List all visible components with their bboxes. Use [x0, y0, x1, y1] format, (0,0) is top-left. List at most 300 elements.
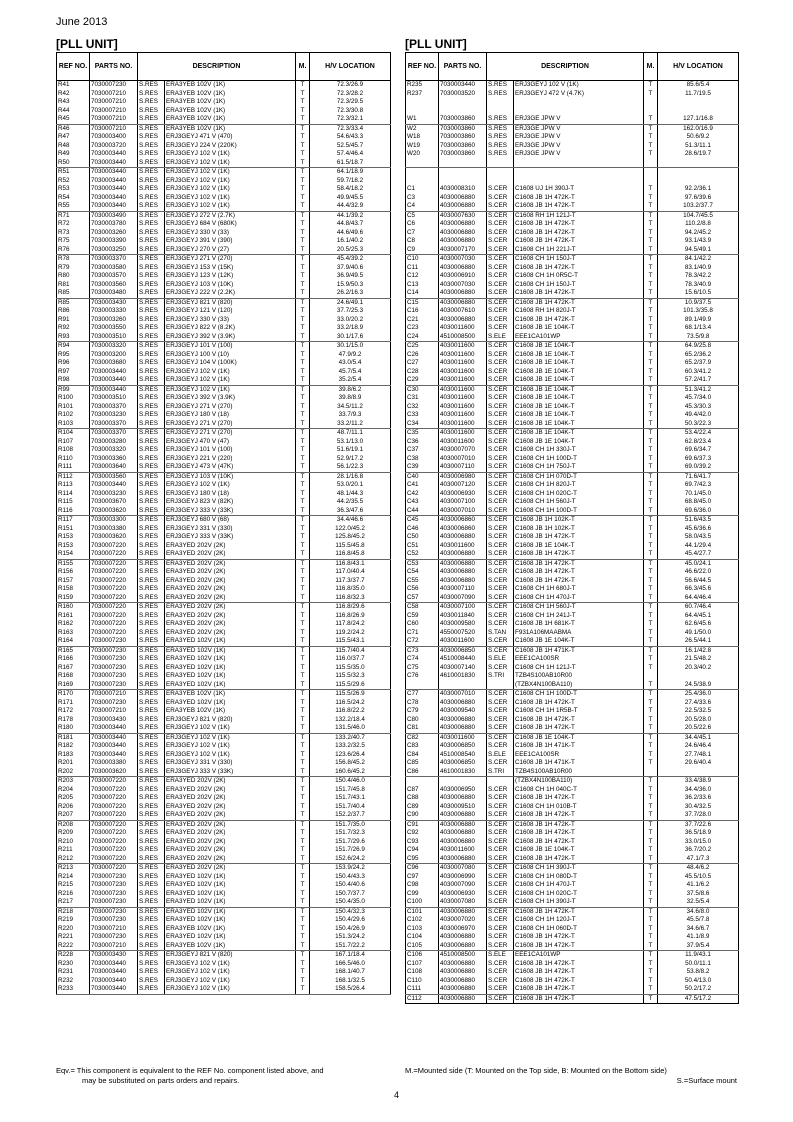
cell-location: 34.4/46.6	[310, 516, 391, 525]
cell-description: C1608 JB 1H 472K-T	[514, 289, 644, 298]
table-row	[57, 351, 391, 360]
cell-parts-no: 7030003510	[90, 333, 138, 342]
cell-description: ERA3YED 102V (1K)	[165, 664, 296, 673]
cell-part-type: S.CER	[487, 568, 514, 577]
cell-parts-no: 4030009580	[439, 620, 487, 629]
cell-description: (TZBX4N100BA110)	[514, 681, 644, 690]
cell-parts-no: 7030007230	[90, 81, 138, 90]
cell-location: 152.6/24.2	[310, 855, 391, 864]
cell-description: C1608 CH 1H 470J-T	[514, 594, 644, 603]
cell-parts-no: 4030007090	[439, 594, 487, 603]
cell-ref-no: R203	[57, 777, 90, 786]
table-row	[406, 185, 739, 194]
cell-part-type: S.CER	[487, 185, 514, 194]
cell-description: ERJ3GEYJ 271 V (270)	[165, 403, 296, 412]
cell-part-type: S.RES	[138, 629, 165, 638]
cell-parts-no: 7030007220	[90, 794, 138, 803]
cell-mounted-side: T	[644, 751, 658, 760]
cell-mounted-side: T	[644, 925, 658, 934]
cell-part-type: S.CER	[487, 933, 514, 942]
cell-part-type	[487, 107, 514, 116]
cell-description: ERJ3GE JPW V	[514, 142, 644, 151]
cell-parts-no: 7030007210	[90, 925, 138, 934]
cell-description	[514, 159, 644, 168]
cell-ref-no: R51	[57, 168, 90, 177]
cell-part-type: S.CER	[487, 585, 514, 594]
table-row	[406, 890, 739, 899]
cell-parts-no: 7030003640	[90, 463, 138, 472]
cell-part-type: S.RES	[138, 820, 165, 829]
cell-description: ERA3YEB 102V (1K)	[165, 690, 296, 699]
cell-ref-no: C108	[406, 968, 439, 977]
cell-mounted-side: T	[644, 916, 658, 925]
cell-mounted-side: T	[296, 220, 310, 229]
cell-mounted-side: T	[644, 960, 658, 969]
cell-location	[658, 672, 739, 681]
cell-mounted-side: T	[296, 907, 310, 916]
cell-description: TZB4S100AB10R00	[514, 768, 644, 777]
cell-ref-no: R99	[57, 385, 90, 394]
table-row	[57, 707, 391, 716]
cell-location: 115.5/43.1	[310, 637, 391, 646]
cell-parts-no: 7030003440	[90, 733, 138, 742]
cell-description: ERA3YED 202V (2K)	[165, 803, 296, 812]
cell-parts-no: 4030006880	[439, 838, 487, 847]
cell-location: 168.1/40.7	[310, 968, 391, 977]
cell-location: 70.1/45.0	[658, 490, 739, 499]
table-row	[406, 925, 739, 934]
cell-ref-no: R230	[57, 960, 90, 969]
cell-part-type: S.RES	[138, 585, 165, 594]
cell-ref-no: C9	[406, 246, 439, 255]
cell-location: 64.4/46.4	[658, 594, 739, 603]
cell-part-type: S.CER	[487, 759, 514, 768]
cell-ref-no: R86	[57, 307, 90, 316]
cell-mounted-side: T	[644, 81, 658, 90]
cell-description: C1608 JB 1H 472K-T	[514, 724, 644, 733]
cell-description: ERA3YEB 102V (1K)	[165, 942, 296, 951]
cell-location: 30.1/15.0	[310, 342, 391, 351]
cell-description: ERJ3GEYJ 222 V (2.2K)	[165, 289, 296, 298]
cell-mounted-side: T	[296, 864, 310, 873]
cell-parts-no: 7030003200	[90, 351, 138, 360]
table-row	[57, 968, 391, 977]
cell-mounted-side: T	[644, 342, 658, 351]
table-row	[57, 368, 391, 377]
cell-part-type: S.CER	[487, 229, 514, 238]
table-row	[57, 916, 391, 925]
table-row	[406, 768, 739, 777]
cell-parts-no: 4030006880	[439, 907, 487, 916]
cell-parts-no: 7030007220	[90, 612, 138, 621]
cell-ref-no: C40	[406, 472, 439, 481]
table-row	[57, 699, 391, 708]
cell-location: 72.3/28.2	[310, 90, 391, 99]
cell-mounted-side: T	[296, 351, 310, 360]
cell-ref-no: R50	[57, 159, 90, 168]
col-mounted: M.	[644, 53, 658, 81]
cell-part-type: S.CER	[487, 881, 514, 890]
cell-mounted-side: T	[296, 916, 310, 925]
cell-mounted-side: T	[296, 881, 310, 890]
cell-description: C1608 JB 1H 102K-T	[514, 516, 644, 525]
table-row	[57, 376, 391, 385]
cell-parts-no: 7030007220	[90, 550, 138, 559]
table-row	[57, 568, 391, 577]
cell-part-type: S.RES	[138, 612, 165, 621]
cell-ref-no: R237	[406, 90, 439, 99]
table-row	[57, 385, 391, 394]
cell-parts-no: 4550007520	[439, 629, 487, 638]
cell-description: ERJ3GEYJ 333 V (33K)	[165, 768, 296, 777]
cell-part-type: S.ELE	[487, 655, 514, 664]
cell-parts-no: 4030007100	[439, 603, 487, 612]
cell-mounted-side: T	[644, 542, 658, 551]
cell-ref-no: C44	[406, 507, 439, 516]
cell-part-type: S.CER	[487, 811, 514, 820]
cell-description: C1608 JB 1H 472K-T	[514, 533, 644, 542]
cell-part-type: S.RES	[138, 898, 165, 907]
cell-parts-no: 7030007220	[90, 594, 138, 603]
cell-ref-no: C15	[406, 298, 439, 307]
cell-parts-no: 7030007220	[90, 864, 138, 873]
table-row	[57, 307, 391, 316]
cell-location: 116.8/35.0	[310, 585, 391, 594]
cell-ref-no: C84	[406, 751, 439, 760]
table-row	[406, 855, 739, 864]
cell-description: C1608 JB 1H 472K-T	[514, 559, 644, 568]
cell-ref-no: R76	[57, 246, 90, 255]
table-row	[57, 716, 391, 725]
cell-part-type: S.ELE	[487, 751, 514, 760]
cell-ref-no: C73	[406, 646, 439, 655]
cell-description: C1608 CH 1H 150J-T	[514, 281, 644, 290]
cell-part-type: S.CER	[487, 907, 514, 916]
cell-location: 45.4/39.2	[310, 255, 391, 264]
cell-location: 57.4/46.4	[310, 150, 391, 159]
cell-description: ERJ3GEYJ 180 V (18)	[165, 490, 296, 499]
cell-description: C1608 CH 1H 020C-T	[514, 490, 644, 499]
cell-part-type: S.RES	[138, 411, 165, 420]
cell-part-type: S.RES	[138, 603, 165, 612]
cell-description: C1608 JB 1E 104K-T	[514, 429, 644, 438]
cell-part-type: S.RES	[138, 351, 165, 360]
cell-location: 36.9/49.5	[310, 272, 391, 281]
cell-ref-no: C45	[406, 516, 439, 525]
cell-mounted-side: T	[644, 568, 658, 577]
cell-parts-no: 4030006850	[439, 646, 487, 655]
cell-part-type: S.CER	[487, 985, 514, 994]
cell-ref-no: R166	[57, 655, 90, 664]
cell-description: ERA3YEB 102V (1K)	[165, 98, 296, 107]
table-row	[406, 351, 739, 360]
cell-part-type: S.CER	[487, 594, 514, 603]
cell-mounted-side: T	[644, 446, 658, 455]
cell-description: ERA3YED 202V (2K)	[165, 820, 296, 829]
cell-parts-no: 4030011600	[439, 542, 487, 551]
cell-description: C1608 JB 1H 472K-T	[514, 264, 644, 273]
cell-ref-no: C105	[406, 942, 439, 951]
cell-mounted-side: T	[644, 794, 658, 803]
cell-mounted-side: T	[644, 585, 658, 594]
cell-ref-no: C21	[406, 316, 439, 325]
cell-description: ERJ3GEYJ 821 V (820)	[165, 298, 296, 307]
cell-ref-no: R112	[57, 472, 90, 481]
cell-parts-no: 7030007230	[90, 881, 138, 890]
cell-mounted-side: T	[296, 733, 310, 742]
cell-description: ERA3YED 202V (2K)	[165, 846, 296, 855]
cell-mounted-side: T	[296, 142, 310, 151]
cell-mounted-side: T	[296, 202, 310, 211]
table-row	[57, 333, 391, 342]
cell-parts-no: 4030006880	[439, 960, 487, 969]
cell-part-type: S.RES	[138, 742, 165, 751]
cell-location: 72.3/33.4	[310, 124, 391, 133]
cell-location: 89.1/49.9	[658, 316, 739, 325]
cell-description: ERA3YEB 102V (1K)	[165, 115, 296, 124]
cell-mounted-side: T	[644, 281, 658, 290]
cell-parts-no: 4030006880	[439, 220, 487, 229]
cell-description: ERJ3GEYJ 101 V (100)	[165, 342, 296, 351]
cell-location: 44.1/39.2	[310, 211, 391, 220]
cell-location: 47.1/7.3	[658, 855, 739, 864]
cell-description: ERJ3GEYJ 331 V (330)	[165, 759, 296, 768]
cell-ref-no: R42	[57, 90, 90, 99]
table-row	[406, 907, 739, 916]
cell-parts-no: 7030003580	[90, 264, 138, 273]
table-row	[406, 994, 739, 1004]
cell-part-type: S.ELE	[487, 951, 514, 960]
cell-part-type: S.TAN	[487, 629, 514, 638]
table-row	[57, 359, 391, 368]
cell-ref-no: R231	[57, 968, 90, 977]
cell-mounted-side: T	[296, 420, 310, 429]
cell-ref-no: R217	[57, 898, 90, 907]
table-row	[406, 246, 739, 255]
cell-ref-no: W20	[406, 150, 439, 159]
cell-location: 52.9/17.2	[310, 455, 391, 464]
cell-parts-no: 7030003680	[90, 359, 138, 368]
cell-description: C1608 CH 1H 080D-T	[514, 873, 644, 882]
cell-ref-no: R155	[57, 559, 90, 568]
cell-location: 34.4/45.1	[658, 733, 739, 742]
cell-ref-no: C106	[406, 951, 439, 960]
cell-description: C1608 JB 1H 472K-T	[514, 577, 644, 586]
table-row	[57, 855, 391, 864]
cell-parts-no: 7030007220	[90, 577, 138, 586]
cell-location: 45.7/5.4	[310, 368, 391, 377]
cell-mounted-side: T	[296, 133, 310, 142]
cell-parts-no: 7030003440	[90, 977, 138, 986]
cell-location: 59.7/18.2	[310, 177, 391, 186]
cell-location: 44.1/29.4	[658, 542, 739, 551]
cell-description: ERJ3GEYJ 102 V (1K)	[514, 81, 644, 90]
cell-part-type: S.RES	[138, 376, 165, 385]
cell-mounted-side: T	[296, 455, 310, 464]
cell-description: C1608 CH 1H 121J-T	[514, 664, 644, 673]
cell-ref-no: R95	[57, 351, 90, 360]
cell-description: ERA3YED 202V (2K)	[165, 550, 296, 559]
table-row	[57, 98, 391, 107]
cell-part-type: S.CER	[487, 324, 514, 333]
cell-description: C1608 JB 1H 472K-T	[514, 942, 644, 951]
cell-part-type: S.CER	[487, 550, 514, 559]
cell-part-type: S.RES	[487, 81, 514, 90]
cell-part-type: S.RES	[138, 385, 165, 394]
cell-part-type: S.CER	[487, 664, 514, 673]
cell-ref-no	[406, 159, 439, 168]
cell-parts-no: 4030007170	[439, 246, 487, 255]
cell-part-type: S.CER	[487, 472, 514, 481]
cell-part-type: S.RES	[138, 342, 165, 351]
cell-parts-no: 7030003520	[439, 90, 487, 99]
table-row	[57, 90, 391, 99]
table-row	[406, 516, 739, 525]
cell-description: ERJ3GEYJ 102 V (1K)	[165, 385, 296, 394]
cell-parts-no: 4030006880	[439, 994, 487, 1004]
cell-description: ERA3YED 102V (1K)	[165, 933, 296, 942]
cell-mounted-side: T	[296, 411, 310, 420]
cell-parts-no: 7030007220	[90, 803, 138, 812]
cell-part-type: S.RES	[138, 455, 165, 464]
table-row	[406, 742, 739, 751]
cell-location: 151.3/24.2	[310, 933, 391, 942]
table-row	[57, 420, 391, 429]
cell-description: ERA3YED 102V (1K)	[165, 646, 296, 655]
cell-description: C1608 JB 1H 472K-T	[514, 316, 644, 325]
cell-part-type: S.CER	[487, 716, 514, 725]
cell-part-type: S.RES	[138, 150, 165, 159]
cell-location: 45.5/7.8	[658, 916, 739, 925]
cell-part-type: S.RES	[138, 977, 165, 986]
cell-part-type: S.RES	[487, 133, 514, 142]
cell-description: ERJ3GEYJ 102 V (1K)	[165, 733, 296, 742]
cell-part-type: S.RES	[138, 142, 165, 151]
cell-ref-no: C103	[406, 925, 439, 934]
footnote-line: Eqv.= This component is equivalent to the REF No. component listed above, and	[56, 1066, 324, 1075]
table-row	[406, 90, 739, 99]
cell-part-type: S.CER	[487, 707, 514, 716]
table-row	[406, 411, 739, 420]
table-row	[406, 985, 739, 994]
cell-parts-no: 4030007630	[439, 211, 487, 220]
cell-ref-no	[406, 177, 439, 186]
cell-parts-no: 7030003380	[90, 525, 138, 534]
table-row	[406, 463, 739, 472]
cell-description: ERJ3GEYJ 330 V (33)	[165, 229, 296, 238]
cell-ref-no: R85	[57, 289, 90, 298]
cell-ref-no: C75	[406, 664, 439, 673]
cell-mounted-side: T	[296, 394, 310, 403]
cell-location: 153.9/24.2	[310, 864, 391, 873]
cell-part-type: S.RES	[138, 438, 165, 447]
cell-parts-no: 7030003360	[90, 455, 138, 464]
cell-location: 11.9/43.1	[658, 951, 739, 960]
cell-part-type: S.RES	[138, 881, 165, 890]
cell-parts-no: 4030006880	[439, 977, 487, 986]
cell-part-type: S.CER	[487, 855, 514, 864]
cell-mounted-side: T	[296, 472, 310, 481]
cell-parts-no: 7030003330	[90, 307, 138, 316]
cell-description: C1608 JB 1E 104K-T	[514, 403, 644, 412]
table-row	[406, 420, 739, 429]
cell-part-type: S.RES	[138, 864, 165, 873]
cell-location: 20.5/28.0	[658, 716, 739, 725]
cell-ref-no: C60	[406, 620, 439, 629]
cell-description: ERJ3GEYJ 102 V (1K)	[165, 202, 296, 211]
cell-part-type: S.ELE	[487, 333, 514, 342]
cell-location: 36.5/18.9	[658, 829, 739, 838]
cell-part-type: S.RES	[138, 577, 165, 586]
cell-location: 33.7/9.3	[310, 411, 391, 420]
cell-ref-no: C83	[406, 742, 439, 751]
table-row	[406, 612, 739, 621]
cell-parts-no: 7030003440	[90, 194, 138, 203]
cell-mounted-side: T	[296, 98, 310, 107]
table-row	[57, 898, 391, 907]
cell-location: 24.6/46.4	[658, 742, 739, 751]
cell-ref-no: R218	[57, 907, 90, 916]
cell-mounted-side: T	[296, 707, 310, 716]
cell-parts-no: 4030007070	[439, 446, 487, 455]
cell-mounted-side: T	[644, 864, 658, 873]
cell-location: 150.4/35.0	[310, 898, 391, 907]
cell-ref-no: C99	[406, 890, 439, 899]
table-row	[57, 672, 391, 681]
table-row	[57, 864, 391, 873]
table-row	[406, 655, 739, 664]
cell-location: 115.5/26.9	[310, 690, 391, 699]
cell-mounted-side: T	[296, 446, 310, 455]
table-row	[57, 811, 391, 820]
cell-part-type: S.RES	[138, 490, 165, 499]
cell-location: 72.3/26.9	[310, 81, 391, 90]
cell-ref-no: R208	[57, 820, 90, 829]
col-description: DESCRIPTION	[487, 53, 644, 81]
cell-description: ERJ3GE JPW V	[514, 150, 644, 159]
cell-mounted-side: T	[296, 759, 310, 768]
table-row	[57, 890, 391, 899]
table-row	[406, 585, 739, 594]
table-row	[406, 446, 739, 455]
cell-location: 62.6/45.6	[658, 620, 739, 629]
cell-description	[514, 107, 644, 116]
cell-description: ERJ3GEYJ 102 V (1K)	[165, 159, 296, 168]
cell-parts-no: 7030003370	[90, 255, 138, 264]
cell-parts-no: 4030006880	[439, 933, 487, 942]
cell-location: 51.3/41.2	[658, 385, 739, 394]
cell-location: 71.6/41.7	[658, 472, 739, 481]
cell-ref-no: R52	[57, 177, 90, 186]
cell-ref-no: R206	[57, 803, 90, 812]
cell-parts-no: 7030007220	[90, 811, 138, 820]
cell-part-type: S.RES	[138, 420, 165, 429]
cell-location: 54.6/43.3	[310, 133, 391, 142]
cell-ref-no: C28	[406, 368, 439, 377]
table-row	[57, 542, 391, 551]
cell-ref-no: C104	[406, 933, 439, 942]
cell-mounted-side: T	[296, 438, 310, 447]
cell-location: 53.1/13.0	[310, 438, 391, 447]
cell-location	[658, 768, 739, 777]
table-row	[57, 881, 391, 890]
cell-ref-no: C92	[406, 829, 439, 838]
cell-location: 94.2/45.2	[658, 229, 739, 238]
table-row	[406, 838, 739, 847]
cell-description: C1608 JB 1H 681K-T	[514, 620, 644, 629]
cell-ref-no: C51	[406, 542, 439, 551]
cell-mounted-side: T	[296, 124, 310, 133]
